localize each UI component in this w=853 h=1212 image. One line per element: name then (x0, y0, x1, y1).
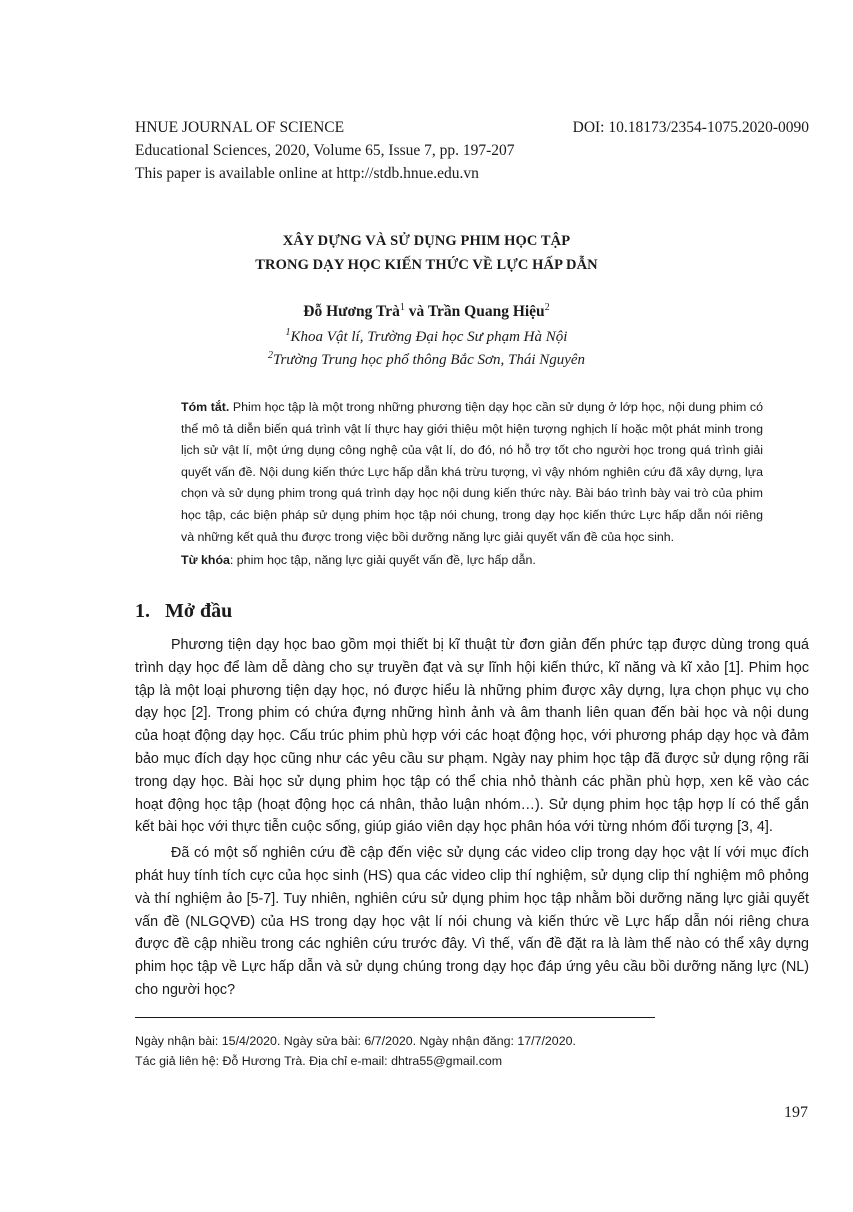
affiliation-1-text: Khoa Vật lí, Trường Đại học Sư phạm Hà Nội (290, 329, 568, 345)
paragraph-1: Phương tiện dạy học bao gồm mọi thiết bị kĩ thuật từ đơn giản đến phức tạp được dùng trong quá trình dạy học để làm dễ dàng cho sự truyền đạt và sự lĩnh hội kiến thức, kĩ năng và kĩ xảo [1]. Phim học tập là một loại phương tiện dạy học, nó được hiểu là những phim được xây dựng, lựa chọn phục vụ cho dạy học [2]. Trong phim có chứa đựng những hình ảnh và âm thanh liên quan đến bài học và nội dung của hoạt động dạy học. Cấu trúc phim phù hợp với các hoạt động học, với phương pháp dạy học và đảm bảo mục đích dạy học cũng như các yêu cầu sư phạm. Ngày nay phim học tập đã được sử dụng rộng rãi trong dạy học. Bài học sử dụng phim học tập có thể chia nhỏ thành các phần phù hợp, xen kẽ vào các hoạt động học tập (hoạt động học cá nhân, thảo luận nhóm…). Sử dụng phim học tập hợp lí có thể gắn kết bài học với thực tiễn cuộc sống, giúp giáo viên dạy học phân hóa với từng nhóm đối tượng [3, 4]. (135, 637, 809, 836)
authors (0, 303, 853, 321)
doi: DOI: 10.18173/2354-1075.2020-0090 (572, 119, 809, 136)
paper-title-line-1: XÂY DỰNG VÀ SỬ DỤNG PHIM HỌC TẬP (282, 233, 571, 249)
footnote-divider (135, 1017, 655, 1018)
author-2: Trần Quang Hiệu (427, 303, 545, 320)
author-1-sup: 1 (399, 302, 405, 313)
author-conjunction: và (404, 303, 428, 320)
journal-name: HNUE JOURNAL OF SCIENCE (135, 119, 345, 136)
footnote-dates: Ngày nhận bài: 15/4/2020. Ngày sửa bài: 6/7/2020. Ngày nhận đăng: 17/7/2020. (135, 1034, 576, 1048)
footnote (135, 1032, 809, 1071)
page-number: 197 (784, 1104, 808, 1121)
affiliation-1-sup: 1 (285, 327, 291, 338)
affiliation-1 (0, 329, 853, 346)
abstract-text: Phim học tập là một trong những phương tiện dạy học cần sử dụng ở lớp học, nội dung phim có thể mô tả diễn biến quá trình vật lí thực hay giới thiệu một hiện tượng nghịch lí hoặc một phát minh trong lịch sử vật lí, một ứng dụng công nghệ của vật lí, do đó, nó hỗ trợ tốt cho người học trong quá trình giải quyết vấn đề. Nội dung kiến thức Lực hấp dẫn khá trừu tượng, vì vậy nhóm nghiên cứu đã xây dựng, lựa chọn và sử dụng phim trong quá trình dạy học nội dung kiến thức này. Bài báo trình bày vai trò của phim học tập, các biện pháp sử dụng phim học tập nói chung, trong dạy học kiến thức Lực hấp dẫn nói riêng và những kết quả thu được trong việc bồi dưỡng năng lực giải quyết vấn đề của học sinh. (181, 400, 763, 544)
section-body (135, 634, 809, 1005)
author-1: Đỗ Hương Trà (303, 303, 400, 320)
abstract (181, 397, 763, 572)
paper-title-line-2: TRONG DẠY HỌC KIẾN THỨC VỀ LỰC HẤP DẪN (255, 257, 598, 273)
citation: Educational Sciences, 2020, Volume 65, Issue 7, pp. 197-207 (135, 142, 515, 159)
footnote-contact: Tác giả liên hệ: Đỗ Hương Trà. Địa chỉ e-mail: dhtra55@gmail.com (135, 1053, 503, 1068)
abstract-label: Tóm tắt. (181, 400, 230, 414)
affiliation-2 (0, 352, 853, 369)
author-2-sup: 2 (544, 302, 550, 313)
affiliation-2-text: Trường Trung học phổ thông Bắc Sơn, Thái Nguyên (272, 352, 586, 368)
paragraph-2: Đã có một số nghiên cứu đề cập đến việc sử dụng các video clip trong dạy học vật lí với mục đích phát huy tính tích cực của học sinh (HS) qua các video clip thí nghiệm, sử dụng clip thí nghiệm mô phỏng và thí nghiệm ảo [5-7]. Tuy nhiên, nghiên cứu sử dụng phim học tập nhằm bồi dưỡng năng lực giải quyết vấn đề (NLGQVĐ) của HS trong dạy học vật lí nói chung và kiến thức về Lực hấp dẫn nói riêng chưa được đề cập nhiều trong các nghiên cứu trước đây. Vì thế, vấn đề đặt ra là làm thế nào có thể xây dựng phim học tập về Lực hấp dẫn và sử dụng chúng trong dạy học đáp ứng yêu cầu bồi dưỡng năng lực (NL) cho người học? (135, 845, 809, 998)
availability-note: This paper is available online at http://stdb.hnue.edu.vn (135, 165, 479, 182)
keywords-label: Từ khóa (181, 553, 230, 568)
section-heading: 1. Mở đầu (135, 600, 233, 622)
keywords-text: : phim học tập, năng lực giải quyết vấn đề, lực hấp dẫn. (229, 553, 536, 568)
affiliation-2-sup: 2 (267, 350, 273, 361)
